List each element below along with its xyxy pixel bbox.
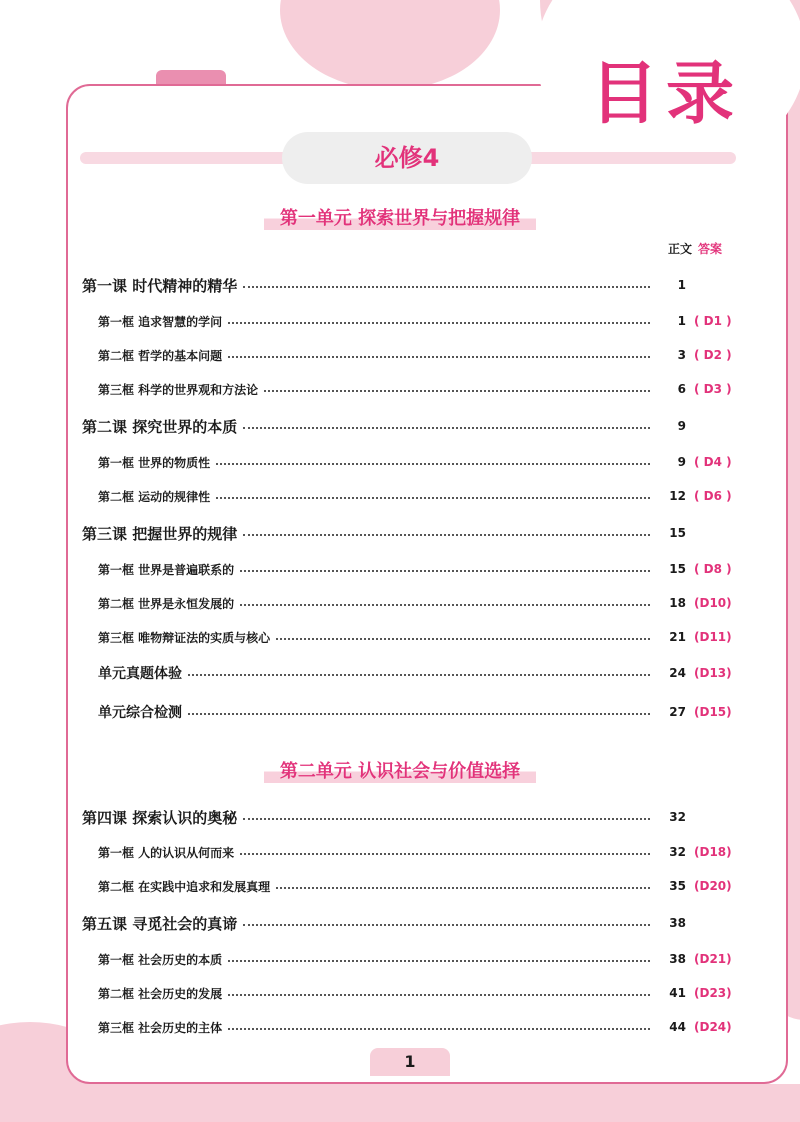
toc-answer: ( D6 ) [694,489,732,503]
toc-lesson[interactable] [0,521,800,545]
toc-section[interactable] [0,840,800,864]
toc-answer: (D20) [694,879,732,893]
toc-label: 单元真题体验 [98,666,182,682]
book-title: 必修4 [282,132,532,184]
toc-label: 单元综合检测 [98,705,182,721]
toc-label: 第一框 社会历史的本质 [98,952,223,967]
toc-lesson[interactable] [0,911,800,935]
toc-page: 24 [669,666,686,680]
column-header-text: 正文 [668,242,693,256]
toc-answer: (D23) [694,986,732,1000]
toc-label: 第二课 探究世界的本质 [82,417,238,436]
toc-label: 第二框 社会历史的发展 [98,986,223,1001]
toc-answer: (D24) [694,1020,732,1034]
toc-label: 第一框 世界的物质性 [98,455,211,470]
toc-answer: ( D2 ) [694,348,732,362]
leader-dots [276,638,650,640]
leader-dots [228,994,650,996]
toc-lesson[interactable] [0,414,800,438]
toc-label: 第一框 人的认识从何而来 [98,845,235,860]
decor-bottom-strip [0,1084,800,1122]
toc-answer: (D18) [694,845,732,859]
toc-label: 第五课 寻觅社会的真谛 [82,914,238,933]
toc-page: 32 [669,810,686,824]
leader-dots [243,818,650,820]
leader-dots [188,674,650,676]
toc-label: 第二框 在实践中追求和发展真理 [98,879,271,894]
leader-dots [228,960,650,962]
toc-section[interactable] [0,343,800,367]
toc-section[interactable] [0,1015,800,1039]
page-title: 目录 [590,55,743,134]
leader-dots [216,497,650,499]
leader-dots [228,1028,650,1030]
toc-label: 第一框 追求智慧的学问 [98,314,223,329]
toc-answer: ( D3 ) [694,382,732,396]
toc-page: 44 [669,1020,686,1034]
toc-page: 38 [669,916,686,930]
toc-section[interactable] [0,947,800,971]
toc-answer: (D10) [694,596,732,610]
toc-answer: (D21) [694,952,732,966]
toc-page: 1 [677,314,686,328]
toc-section[interactable] [0,377,800,401]
leader-dots [216,463,650,465]
toc-section[interactable] [0,591,800,615]
leader-dots [276,887,650,889]
toc-unit-test[interactable] [0,700,800,724]
leader-dots [240,853,650,855]
unit-heading-1 [0,204,800,230]
leader-dots [188,713,650,715]
toc-answer: ( D1 ) [694,314,732,328]
toc-answer: (D13) [694,666,732,680]
toc-label: 第二框 运动的规律性 [98,489,211,504]
toc-label: 第二框 世界是永恒发展的 [98,596,235,611]
toc-page: 1 [677,278,686,292]
toc-lesson[interactable] [0,273,800,297]
toc-page: 21 [669,630,686,644]
toc-page: 38 [669,952,686,966]
unit-heading-1-text: 第一单元 探索世界与把握规律 [264,204,536,230]
toc-label: 第三框 唯物辩证法的实质与核心 [98,630,271,645]
toc-label: 第三框 社会历史的主体 [98,1020,223,1035]
toc-page: 18 [669,596,686,610]
leader-dots [243,427,650,429]
toc-page: 32 [669,845,686,859]
toc-page: 9 [677,455,686,469]
toc-page: 35 [669,879,686,893]
leader-dots [264,390,650,392]
unit-heading-2 [0,757,800,783]
toc-answer: ( D8 ) [694,562,732,576]
leader-dots [243,534,650,536]
leader-dots [243,924,650,926]
toc-label: 第三框 科学的世界观和方法论 [98,382,259,397]
toc-section[interactable] [0,981,800,1005]
toc-answer: ( D4 ) [694,455,732,469]
toc-section[interactable] [0,874,800,898]
toc-label: 第二框 哲学的基本问题 [98,348,223,363]
toc-lesson[interactable] [0,805,800,829]
toc-page: 3 [677,348,686,362]
toc-page: 6 [677,382,686,396]
toc-label: 第一课 时代精神的精华 [82,276,238,295]
toc-section[interactable] [0,484,800,508]
toc-section[interactable] [0,450,800,474]
toc-page: 27 [669,705,686,719]
column-header-answer: 答案 [698,242,723,256]
unit-heading-2-text: 第二单元 认识社会与价值选择 [264,757,536,783]
leader-dots [228,322,650,324]
toc-page: 12 [669,489,686,503]
toc-label: 第三课 把握世界的规律 [82,524,238,543]
toc-page: 15 [669,562,686,576]
toc-section[interactable] [0,625,800,649]
page-number: 1 [370,1048,450,1076]
toc-page: 41 [669,986,686,1000]
toc-label: 第四课 探索认识的奥秘 [82,808,238,827]
column-headers [668,240,722,257]
toc-unit-review[interactable] [0,661,800,685]
leader-dots [240,604,650,606]
toc-label: 第一框 世界是普遍联系的 [98,562,235,577]
leader-dots [240,570,650,572]
toc-section[interactable] [0,557,800,581]
leader-dots [243,286,650,288]
toc-answer: (D15) [694,705,732,719]
toc-section[interactable] [0,309,800,333]
decor-blob-top [280,0,500,90]
toc-page: 9 [677,419,686,433]
toc-page: 15 [669,526,686,540]
toc-answer: (D11) [694,630,732,644]
leader-dots [228,356,650,358]
